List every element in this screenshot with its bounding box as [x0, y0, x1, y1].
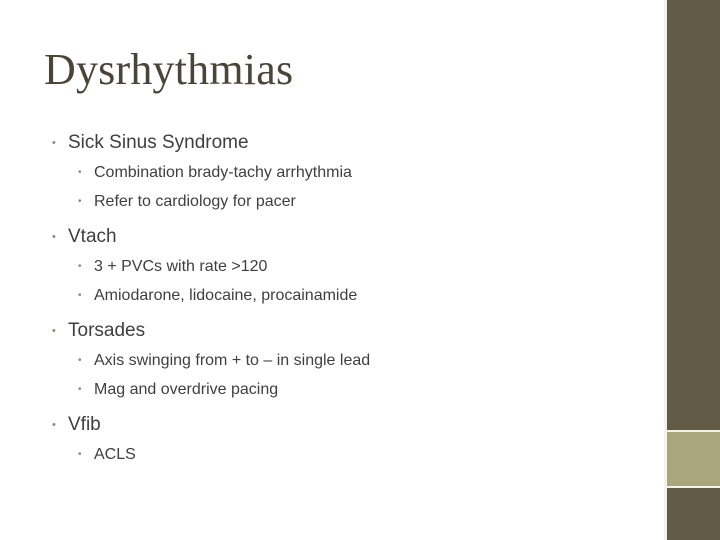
sub-bullet-item [78, 440, 652, 469]
bullet-dot-icon: • [52, 419, 56, 431]
bullet-item [52, 222, 652, 252]
sub-bullet-dot-icon: • [78, 196, 82, 207]
bullet-group-vtach [52, 222, 652, 310]
bullet-text: Torsades [68, 320, 146, 341]
bullet-text: Vfib [68, 414, 101, 435]
sub-bullet-list [52, 158, 652, 216]
sub-bullet-text: Mag and overdrive pacing [94, 381, 279, 398]
bullet-group-vfib [52, 410, 652, 469]
sub-bullet-text: ACLS [94, 446, 136, 463]
slide-title: Dysrhythmias [44, 45, 294, 94]
sub-bullet-item [78, 346, 652, 375]
sub-bullet-item [78, 375, 652, 404]
bullet-text: Sick Sinus Syndrome [68, 132, 249, 153]
sub-bullet-text: Axis swinging from + to – in single lead [94, 352, 371, 369]
bullet-dot-icon: • [52, 325, 56, 337]
bullet-item [52, 410, 652, 440]
sub-bullet-item [78, 158, 652, 187]
sub-bullet-text: Refer to cardiology for pacer [94, 193, 296, 210]
sub-bullet-list [52, 346, 652, 404]
sub-bullet-dot-icon: • [78, 261, 82, 272]
sub-bullet-item [78, 252, 652, 281]
bullet-group-torsades [52, 316, 652, 404]
sub-bullet-text: Amiodarone, lidocaine, procainamide [94, 287, 358, 304]
sub-bullet-text: Combination brady-tachy arrhythmia [94, 164, 352, 181]
sub-bullet-item [78, 281, 652, 310]
sub-bullet-dot-icon: • [78, 355, 82, 366]
bullet-list [52, 128, 652, 475]
sub-bullet-text: 3 + PVCs with rate >120 [94, 258, 268, 275]
sub-bullet-list [52, 440, 652, 469]
sub-bullet-dot-icon: • [78, 384, 82, 395]
sub-bullet-item [78, 187, 652, 216]
bullet-text: Vtach [68, 226, 117, 247]
bullet-dot-icon: • [52, 231, 56, 243]
sub-bullet-dot-icon: • [78, 167, 82, 178]
bullet-dot-icon: • [52, 137, 56, 149]
sub-bullet-dot-icon: • [78, 290, 82, 301]
sub-bullet-list [52, 252, 652, 310]
sub-bullet-dot-icon: • [78, 449, 82, 460]
sidebar-accent-block [667, 432, 720, 486]
sidebar-gap [667, 486, 720, 488]
bullet-item [52, 316, 652, 346]
bullet-item [52, 128, 652, 158]
bullet-group-sick-sinus [52, 128, 652, 216]
